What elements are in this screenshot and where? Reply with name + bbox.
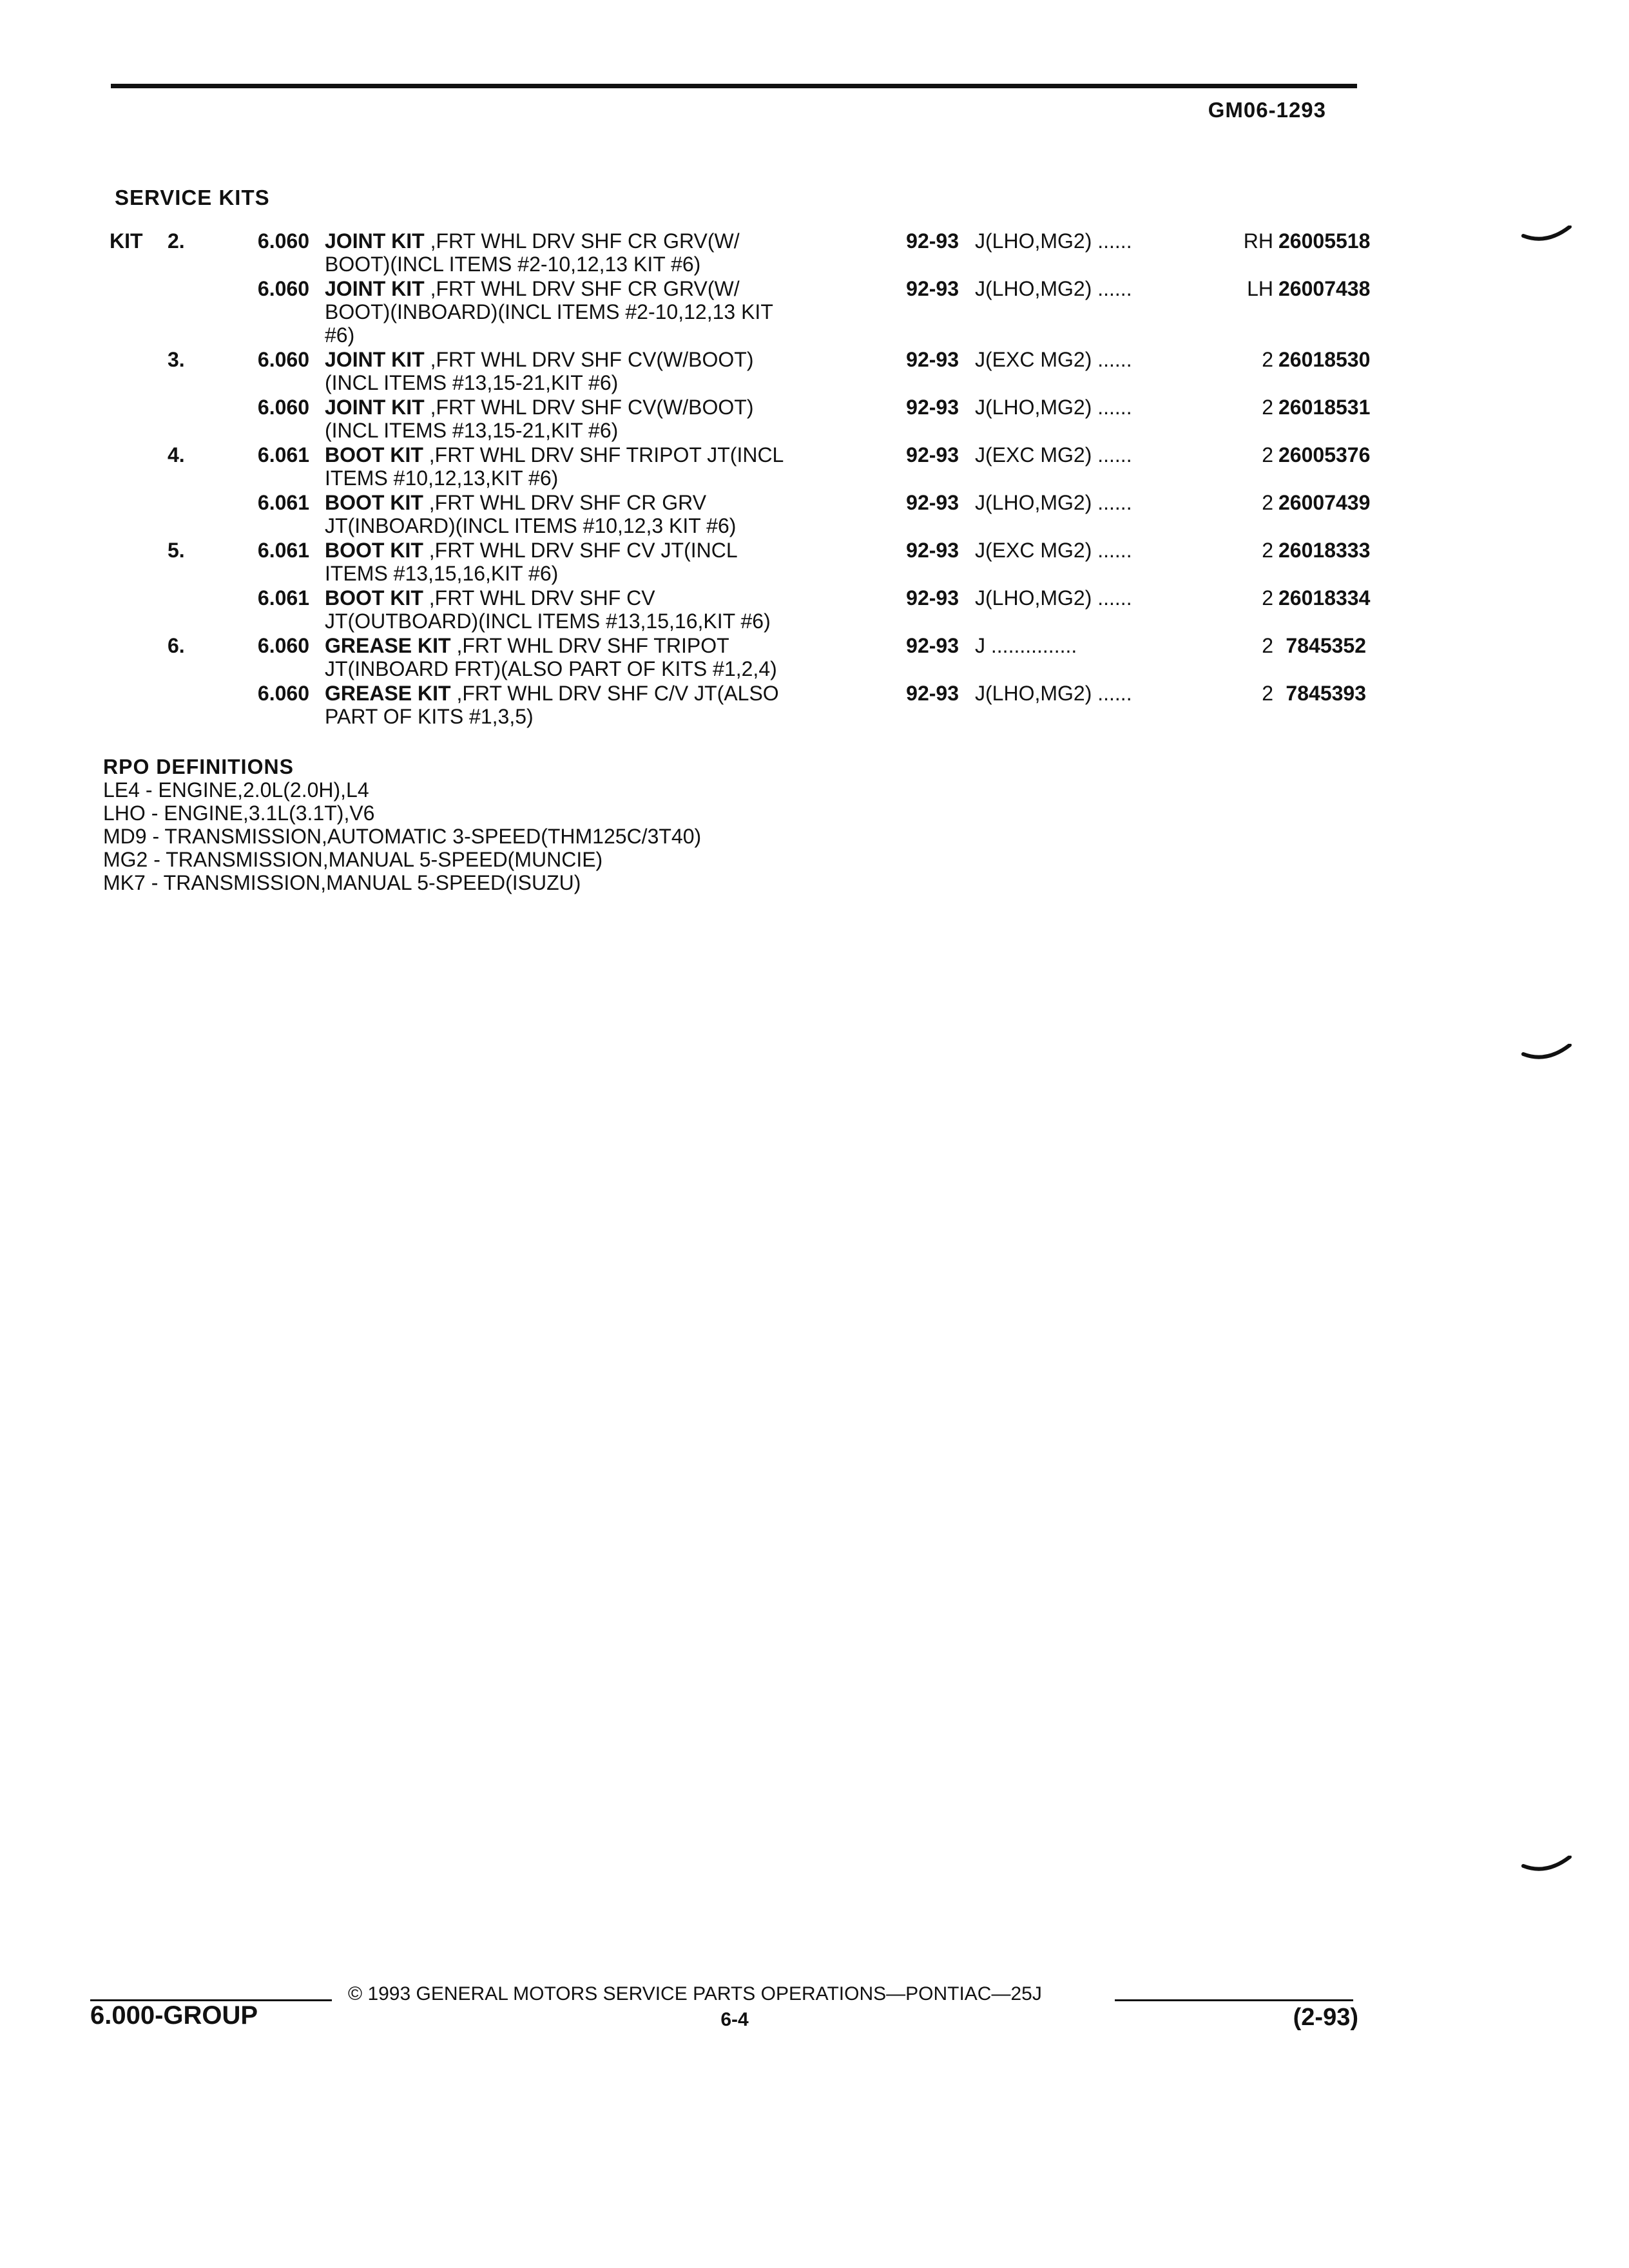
page-number: 6-4: [720, 2009, 749, 2030]
kit-row: [108, 634, 1365, 682]
part-name: JOINT KIT: [325, 348, 425, 371]
binder-hole-mark: [1521, 1044, 1572, 1063]
group-ref: 6.061: [257, 491, 309, 514]
model-years: 92-93: [906, 229, 959, 253]
model-years: 92-93: [906, 491, 959, 514]
model-usage: J(EXC MG2) ......: [975, 348, 1132, 371]
kit-number: 2.: [168, 229, 185, 253]
part-name: GREASE KIT: [325, 682, 451, 705]
group-ref: 6.060: [257, 682, 309, 705]
group-ref: 6.060: [257, 396, 309, 419]
description-line-2: (INCL ITEMS #13,15-21,KIT #6): [325, 371, 619, 394]
model-years: 92-93: [906, 396, 959, 419]
kit-row: [108, 491, 1371, 539]
part-name: JOINT KIT: [325, 277, 425, 300]
document-id: GM06-1293: [1208, 98, 1326, 122]
footer-rule-right: [1115, 1999, 1353, 2001]
part-number: 7845393: [1276, 682, 1366, 705]
description-line-1: ,FRT WHL DRV SHF CV JT(INCL: [423, 539, 738, 562]
part-name: BOOT KIT: [325, 586, 423, 610]
model-years: 92-93: [906, 586, 959, 610]
model-years: 92-93: [906, 443, 959, 466]
rpo-line: MG2 - TRANSMISSION,MANUAL 5-SPEED(MUNCIE): [103, 848, 603, 871]
description-line-1: ,FRT WHL DRV SHF TRIPOT JT(INCL: [423, 443, 784, 466]
part-name: JOINT KIT: [325, 396, 425, 419]
part-number: 26005518: [1276, 229, 1366, 253]
model-usage: J(LHO,MG2) ......: [975, 229, 1132, 253]
description-line-1: ,FRT WHL DRV SHF CR GRV(W/: [424, 277, 740, 300]
description-line-1: ,FRT WHL DRV SHF CR GRV: [423, 491, 707, 514]
description-line-2: ITEMS #13,15,16,KIT #6): [325, 562, 559, 585]
model-usage: J ...............: [975, 634, 1077, 657]
model-usage: J(EXC MG2) ......: [975, 539, 1132, 562]
model-years: 92-93: [906, 682, 959, 705]
kit-row: [108, 229, 1371, 277]
description-line-1: ,FRT WHL DRV SHF TRIPOT: [450, 634, 729, 657]
description-line-1: ,FRT WHL DRV SHF CR GRV(W/: [424, 229, 740, 253]
kit-number: 6.: [168, 634, 185, 657]
kit-row: [108, 348, 1371, 396]
section-title: SERVICE KITS: [115, 186, 270, 209]
part-number: 26007438: [1276, 277, 1366, 300]
model-usage: J(LHO,MG2) ......: [975, 586, 1132, 610]
part-number: 26018333: [1276, 539, 1366, 562]
description-line-2: ITEMS #10,12,13,KIT #6): [325, 466, 559, 490]
part-name: BOOT KIT: [325, 491, 423, 514]
group-ref: 6.060: [257, 229, 309, 253]
kit-row: [108, 682, 1365, 729]
quantity: 2: [1211, 586, 1273, 610]
quantity: RH: [1211, 229, 1273, 253]
description-line-2: BOOT)(INCL ITEMS #2-10,12,13 KIT #6): [325, 253, 701, 276]
quantity: 2: [1211, 491, 1273, 514]
description-line-1: ,FRT WHL DRV SHF C/V JT(ALSO: [450, 682, 779, 705]
group-ref: 6.061: [257, 539, 309, 562]
part-description: [325, 539, 963, 585]
quantity: 2: [1211, 682, 1273, 705]
kit-row: [108, 539, 1371, 586]
footer-group: 6.000-GROUP: [90, 2001, 258, 2030]
binder-hole-mark: [1521, 1856, 1572, 1875]
quantity: 2: [1211, 348, 1273, 371]
part-number: 7845352: [1276, 634, 1366, 657]
part-description: [325, 277, 963, 347]
group-ref: 6.060: [257, 634, 309, 657]
description-line-3: #6): [325, 323, 355, 347]
part-description: [325, 396, 963, 442]
quantity: LH: [1211, 277, 1273, 300]
part-name: JOINT KIT: [325, 229, 425, 253]
quantity: 2: [1211, 634, 1273, 657]
quantity: 2: [1211, 539, 1273, 562]
part-name: BOOT KIT: [325, 443, 423, 466]
rpo-definitions: [103, 755, 701, 894]
group-ref: 6.061: [257, 443, 309, 466]
footer-copyright: © 1993 GENERAL MOTORS SERVICE PARTS OPERATIONS—PONTIAC—25J: [348, 1983, 1042, 2004]
part-description: [325, 229, 963, 276]
model-usage: J(LHO,MG2) ......: [975, 396, 1132, 419]
group-ref: 6.060: [257, 277, 309, 300]
model-usage: J(LHO,MG2) ......: [975, 491, 1132, 514]
kit-number: 3.: [168, 348, 185, 371]
header-rule: [111, 84, 1357, 88]
description-line-1: ,FRT WHL DRV SHF CV(W/BOOT): [424, 396, 754, 419]
description-line-2: (INCL ITEMS #13,15-21,KIT #6): [325, 419, 619, 442]
description-line-1: ,FRT WHL DRV SHF CV: [423, 586, 655, 610]
model-years: 92-93: [906, 539, 959, 562]
model-usage: J(LHO,MG2) ......: [975, 682, 1132, 705]
description-line-2: JT(OUTBOARD)(INCL ITEMS #13,15,16,KIT #6): [325, 610, 771, 633]
quantity: 2: [1211, 443, 1273, 466]
rpo-line: LHO - ENGINE,3.1L(3.1T),V6: [103, 802, 375, 825]
model-years: 92-93: [906, 634, 959, 657]
part-name: BOOT KIT: [325, 539, 423, 562]
kit-row: [108, 277, 1371, 348]
part-description: [325, 491, 963, 537]
description-line-2: JT(INBOARD)(INCL ITEMS #10,12,3 KIT #6): [325, 514, 737, 537]
kit-row: [108, 586, 1371, 634]
footer-date: (2-93): [1293, 2004, 1358, 2031]
description-line-2: JT(INBOARD FRT)(ALSO PART OF KITS #1,2,4): [325, 657, 777, 680]
rpo-line: LE4 - ENGINE,2.0L(2.0H),L4: [103, 778, 369, 802]
rpo-title: RPO DEFINITIONS: [103, 755, 294, 778]
part-description: [325, 348, 963, 394]
kit-label: KIT: [110, 229, 143, 253]
kit-number: 4.: [168, 443, 185, 466]
model-years: 92-93: [906, 348, 959, 371]
binder-hole-mark: [1521, 226, 1572, 245]
rpo-line: MD9 - TRANSMISSION,AUTOMATIC 3-SPEED(THM125C/3T40): [103, 825, 702, 848]
part-description: [325, 682, 963, 728]
kit-number: 5.: [168, 539, 185, 562]
kit-row: [108, 443, 1371, 491]
description-line-2: PART OF KITS #1,3,5): [325, 705, 534, 728]
part-description: [325, 634, 963, 680]
part-description: [325, 586, 963, 633]
quantity: 2: [1211, 396, 1273, 419]
description-line-1: ,FRT WHL DRV SHF CV(W/BOOT): [424, 348, 754, 371]
part-number: 26018530: [1276, 348, 1366, 371]
model-usage: J(EXC MG2) ......: [975, 443, 1132, 466]
part-number: 26018334: [1276, 586, 1366, 610]
group-ref: 6.060: [257, 348, 309, 371]
part-description: [325, 443, 963, 490]
service-kits-list: [108, 229, 1371, 729]
group-ref: 6.061: [257, 586, 309, 610]
part-number: 26018531: [1276, 396, 1366, 419]
description-line-2: BOOT)(INBOARD)(INCL ITEMS #2-10,12,13 KIT: [325, 300, 773, 323]
part-number: 26005376: [1276, 443, 1366, 466]
model-usage: J(LHO,MG2) ......: [975, 277, 1132, 300]
part-number: 26007439: [1276, 491, 1366, 514]
part-name: GREASE KIT: [325, 634, 451, 657]
model-years: 92-93: [906, 277, 959, 300]
kit-row: [108, 396, 1371, 443]
rpo-line: MK7 - TRANSMISSION,MANUAL 5-SPEED(ISUZU): [103, 871, 581, 894]
